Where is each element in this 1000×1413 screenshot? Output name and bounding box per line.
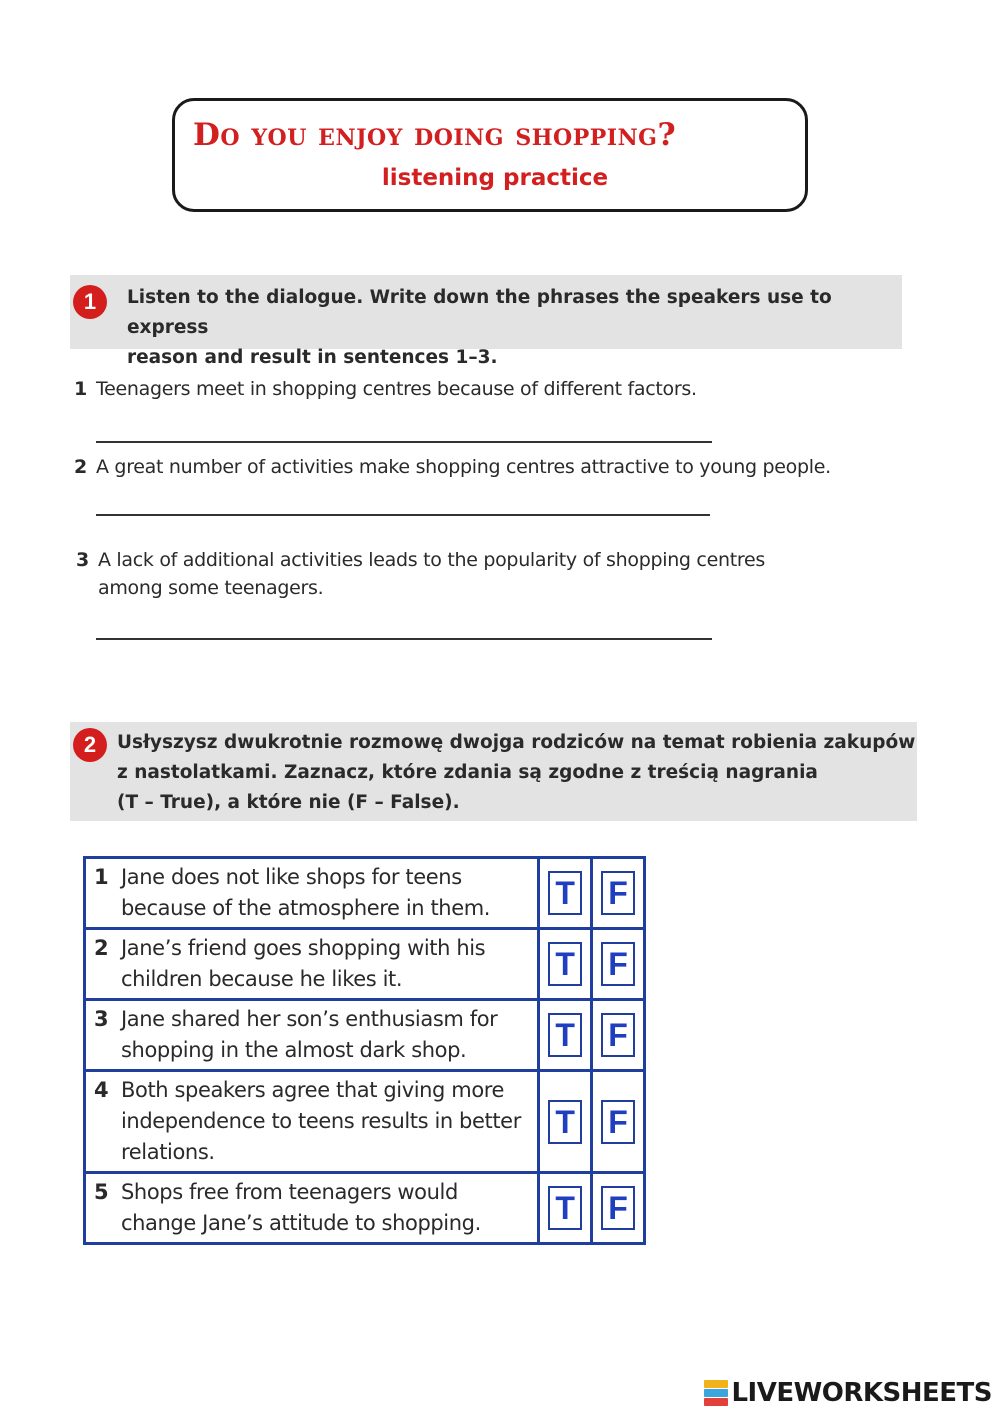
exercise-1-sentence-1 (74, 375, 697, 403)
page-subtitle: listening practice (381, 165, 609, 191)
false-button[interactable]: F (601, 1100, 635, 1144)
false-button[interactable]: F (601, 942, 635, 986)
false-button[interactable]: F (601, 871, 635, 915)
exercise-1-instruction: Listen to the dialogue. Write down the phrases the speakers use to express reason and result in sentences 1–3. (127, 287, 832, 368)
true-cell (539, 1000, 592, 1071)
answer-line-3[interactable] (96, 638, 712, 640)
liveworksheets-brand-text: LIVEWORKSHEETS (731, 1378, 992, 1408)
sentence-number: 1 (74, 378, 87, 400)
statement-text: Shops free from teenagers would change Jane’s attitude to shopping. (121, 1180, 481, 1235)
true-button[interactable]: T (548, 1100, 582, 1144)
false-cell (592, 1071, 645, 1173)
false-cell (592, 1173, 645, 1244)
sentence-text: A great number of activities make shopping centres attractive to young people. (96, 456, 831, 478)
false-cell (592, 1000, 645, 1071)
exercise-1-sentence-3 (76, 546, 836, 602)
title-box (172, 98, 808, 212)
statement-number: 1 (94, 865, 109, 889)
statement-text: Jane’s friend goes shopping with his children because he likes it. (121, 936, 486, 991)
answer-line-1[interactable] (96, 441, 712, 443)
true-button[interactable]: T (548, 1013, 582, 1057)
exercise-2-instruction-box (70, 722, 917, 821)
sentence-text: A lack of additional activities leads to the popularity of shopping centres (98, 549, 765, 571)
statement-cell (85, 1000, 539, 1071)
sentence-text: Teenagers meet in shopping centres because of different factors. (96, 378, 697, 400)
statement-number: 3 (94, 1007, 109, 1031)
false-cell (592, 858, 645, 929)
statement-number: 2 (94, 936, 109, 960)
statement-number: 5 (94, 1180, 109, 1204)
sentence-number: 2 (74, 456, 87, 478)
table-row (85, 1173, 645, 1244)
true-cell (539, 1173, 592, 1244)
true-cell (539, 929, 592, 1000)
table-row (85, 1071, 645, 1173)
statement-cell (85, 858, 539, 929)
liveworksheets-logo[interactable] (704, 1377, 992, 1409)
exercise-1-sentence-2 (74, 453, 831, 481)
liveworksheets-logo-icon (704, 1380, 728, 1406)
sentence-number: 3 (76, 549, 89, 571)
false-cell (592, 929, 645, 1000)
true-cell (539, 1071, 592, 1173)
statement-cell (85, 1071, 539, 1173)
answer-line-2[interactable] (96, 514, 710, 516)
exercise-1-instruction-box (70, 275, 902, 368)
false-button[interactable]: F (601, 1186, 635, 1230)
statement-text: Jane does not like shops for teens because of the atmosphere in them. (121, 865, 491, 920)
statement-cell (85, 1173, 539, 1244)
exercise-1-number-badge: 1 (73, 285, 107, 319)
true-cell (539, 858, 592, 929)
false-button[interactable]: F (601, 1013, 635, 1057)
table-row (85, 929, 645, 1000)
statement-text: Both speakers agree that giving more independence to teens results in better relations. (121, 1078, 521, 1164)
table-row (85, 1000, 645, 1071)
statement-cell (85, 929, 539, 1000)
true-button[interactable]: T (548, 942, 582, 986)
table-row (85, 858, 645, 929)
true-button[interactable]: T (548, 871, 582, 915)
exercise-2-instruction: Usłyszysz dwukrotnie rozmowę dwojga rodziców na temat robienia zakupów z nastolatkami. Zaznacz, które zdania są zgodne z treścią nagrania (T – True), a które nie (F – False). (117, 732, 916, 813)
page-title: Do you enjoy doing shopping? (193, 117, 677, 153)
true-false-table (83, 856, 646, 1245)
true-button[interactable]: T (548, 1186, 582, 1230)
statement-text: Jane shared her son’s enthusiasm for shopping in the almost dark shop. (121, 1007, 498, 1062)
sentence-text-continued: among some teenagers. (98, 577, 324, 599)
exercise-2-number-badge: 2 (73, 728, 107, 762)
statement-number: 4 (94, 1078, 109, 1102)
